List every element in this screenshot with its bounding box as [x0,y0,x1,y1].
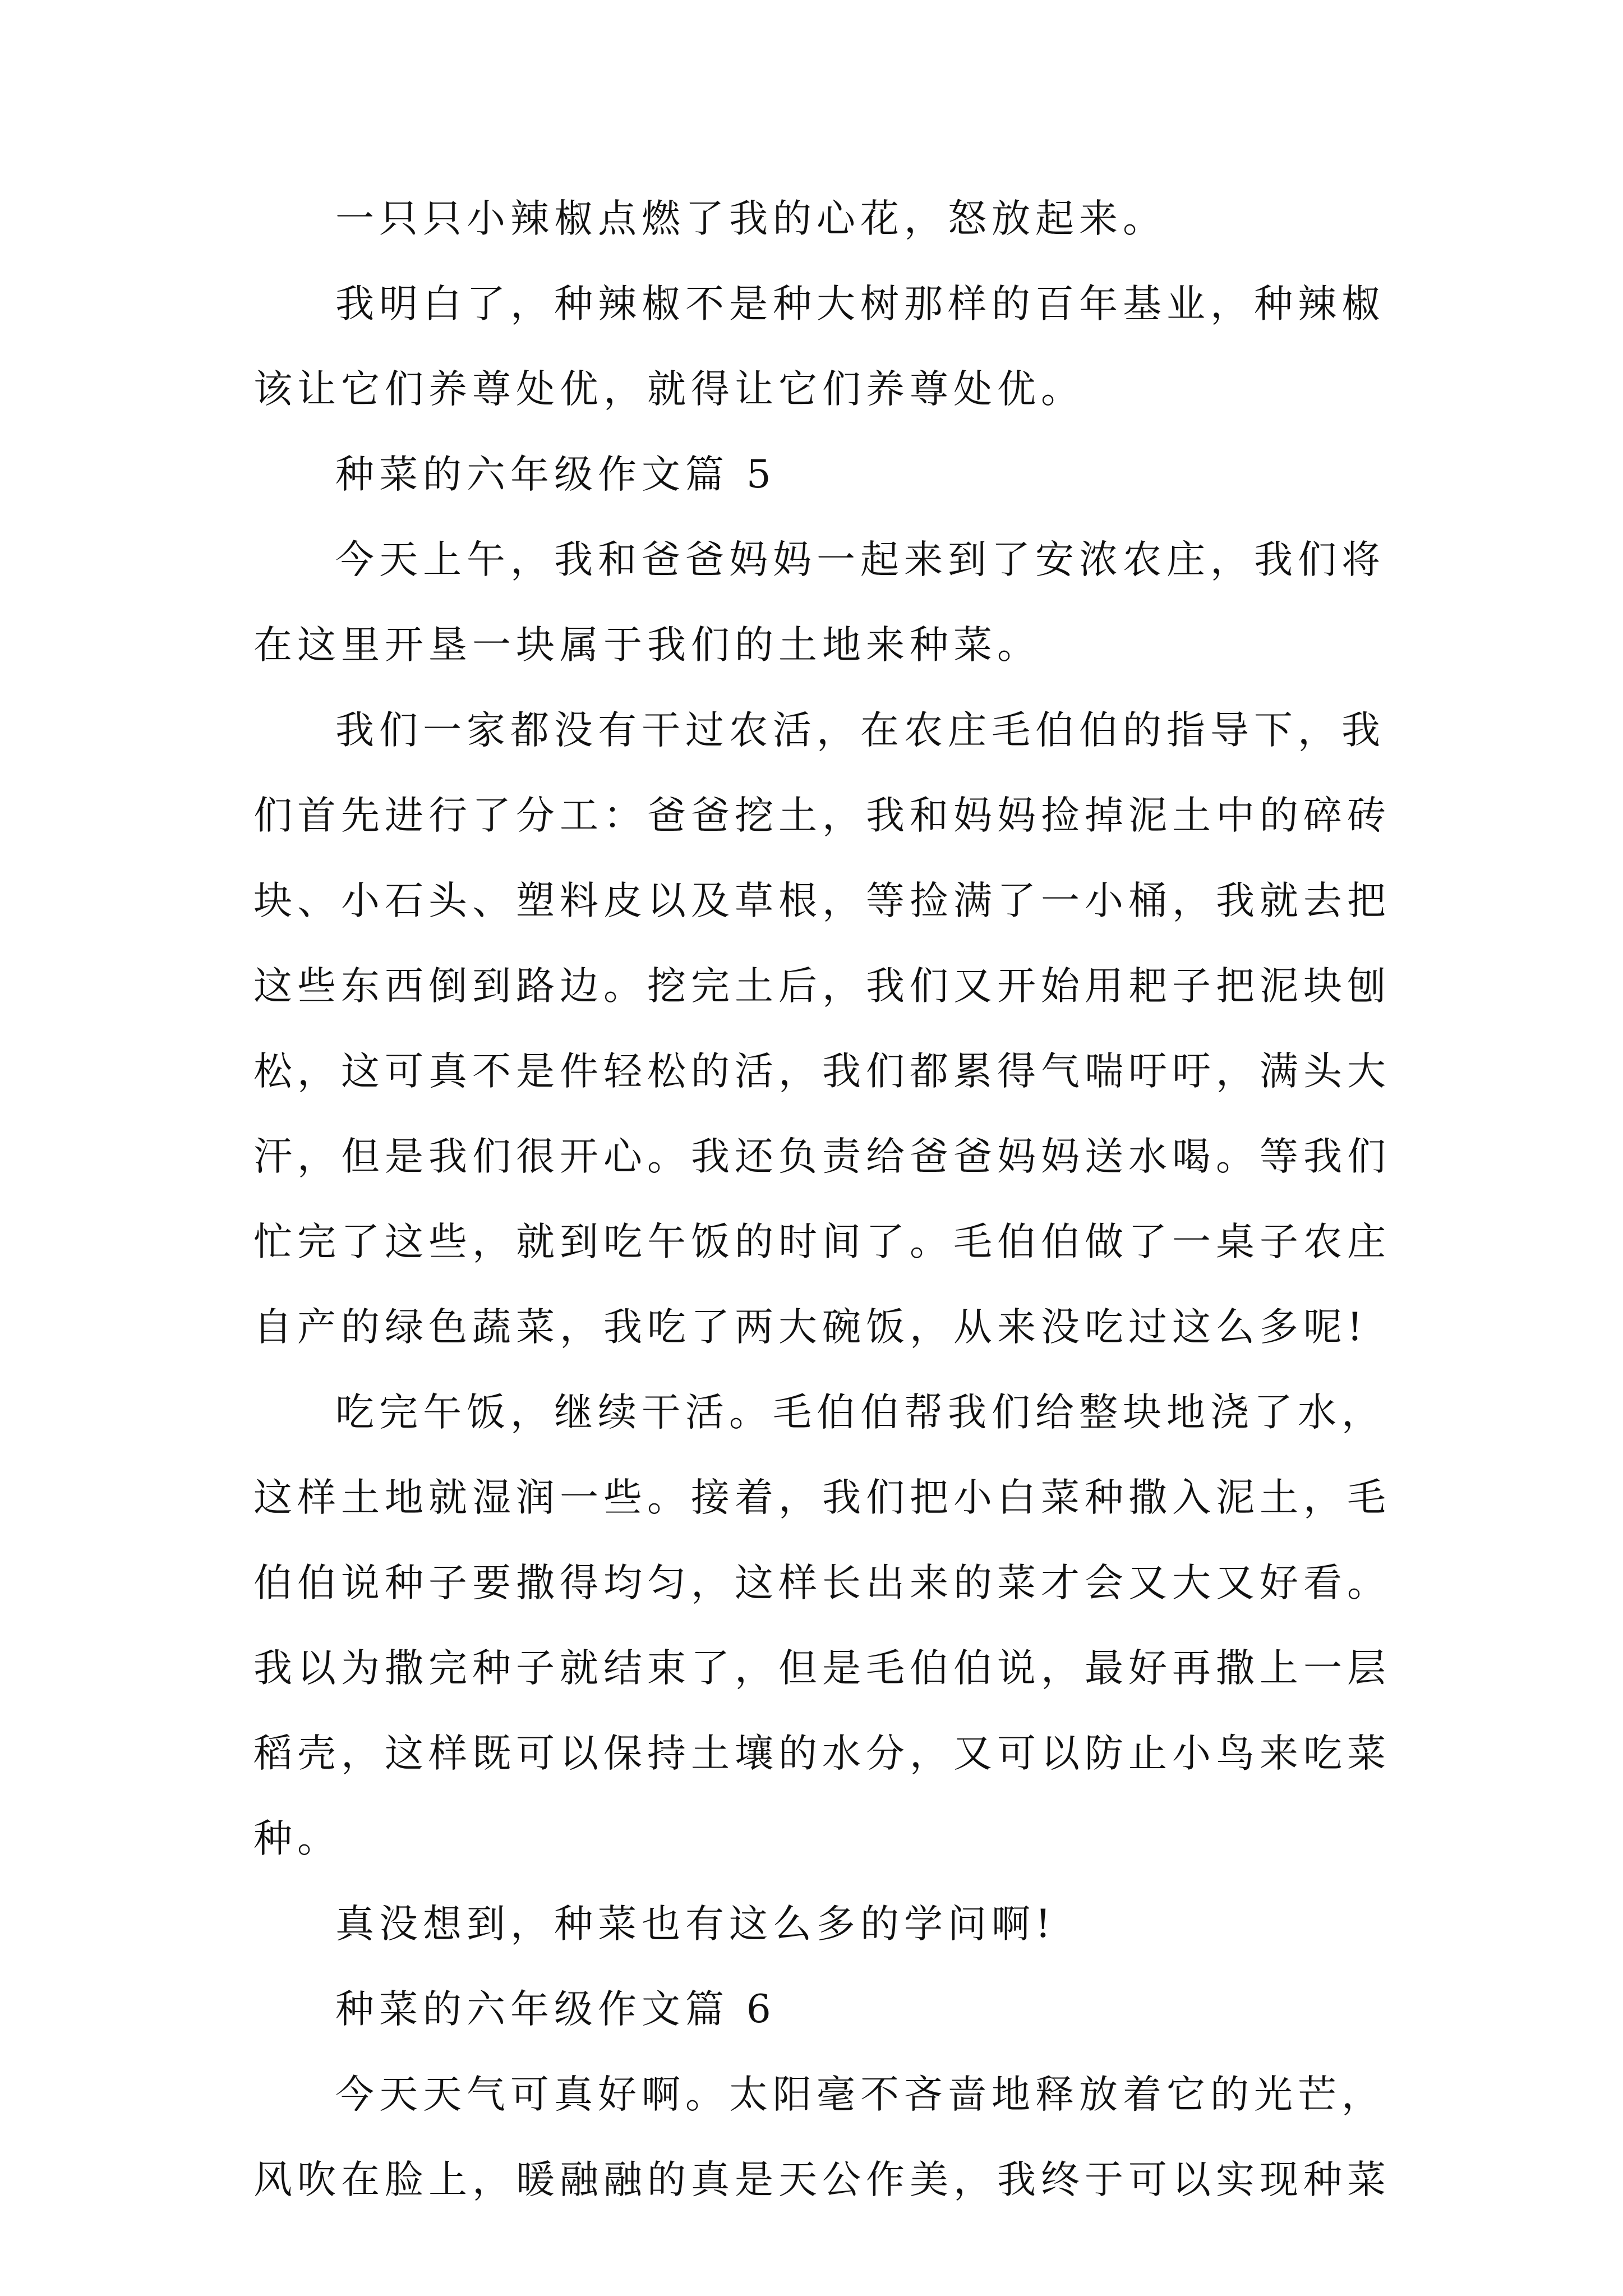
paragraph-line: 这样土地就湿润一些。接着，我们把小白菜种撒入泥土，毛 [253,1475,1391,1520]
paragraph-line: 我明白了，种辣椒不是种大树那样的百年基业，种辣椒 [335,282,1385,326]
paragraph-line: 松，这可真不是件轻松的活，我们都累得气喘吁吁，满头大 [253,1049,1391,1094]
paragraph-line: 真没想到，种菜也有这么多的学问啊! [335,1902,1056,1947]
paragraph-line: 块、小石头、塑料皮以及草根，等捡满了一小桶，我就去把 [253,878,1391,923]
paragraph-line: 我以为撒完种子就结束了，但是毛伯伯说，最好再撒上一层 [253,1646,1391,1691]
paragraph-line: 我们一家都没有干过农活，在农庄毛伯伯的指导下，我 [335,708,1385,753]
paragraph-line: 们首先进行了分工：爸爸挖土，我和妈妈捡掉泥土中的碎砖 [253,793,1391,838]
paragraph-line: 今天天气可真好啊。太阳毫不吝啬地释放着它的光芒， [335,2072,1385,2117]
paragraph-line: 风吹在脸上，暖融融的真是天公作美，我终于可以实现种菜 [253,2157,1391,2202]
paragraph-line: 一只只小辣椒点燃了我的心花，怒放起来。 [335,196,1166,241]
paragraph-line: 汗，但是我们很开心。我还负责给爸爸妈妈送水喝。等我们 [253,1134,1391,1179]
paragraph-line: 自产的绿色蔬菜，我吃了两大碗饭，从来没吃过这么多呢! [253,1305,1368,1350]
section-heading: 种菜的六年级作文篇 5 [335,452,776,497]
paragraph-line: 在这里开垦一块属于我们的土地来种菜。 [253,623,1041,668]
paragraph-line: 今天上午，我和爸爸妈妈一起来到了安浓农庄，我们将 [335,537,1385,582]
paragraph-line: 吃完午饭，继续干活。毛伯伯帮我们给整块地浇了水， [335,1390,1385,1435]
paragraph-line: 这些东西倒到路边。挖完土后，我们又开始用耙子把泥块刨 [253,964,1391,1009]
paragraph-line: 种。 [253,1816,341,1861]
paragraph-line: 伯伯说种子要撒得均匀，这样长出来的菜才会又大又好看。 [253,1561,1391,1605]
section-heading: 种菜的六年级作文篇 6 [335,1987,776,2032]
paragraph-line: 忙完了这些，就到吃午饭的时间了。毛伯伯做了一桌子农庄 [253,1220,1391,1264]
paragraph-line: 该让它们养尊处优，就得让它们养尊处优。 [253,367,1085,412]
paragraph-line: 稻壳，这样既可以保持土壤的水分，又可以防止小鸟来吃菜 [253,1731,1391,1776]
